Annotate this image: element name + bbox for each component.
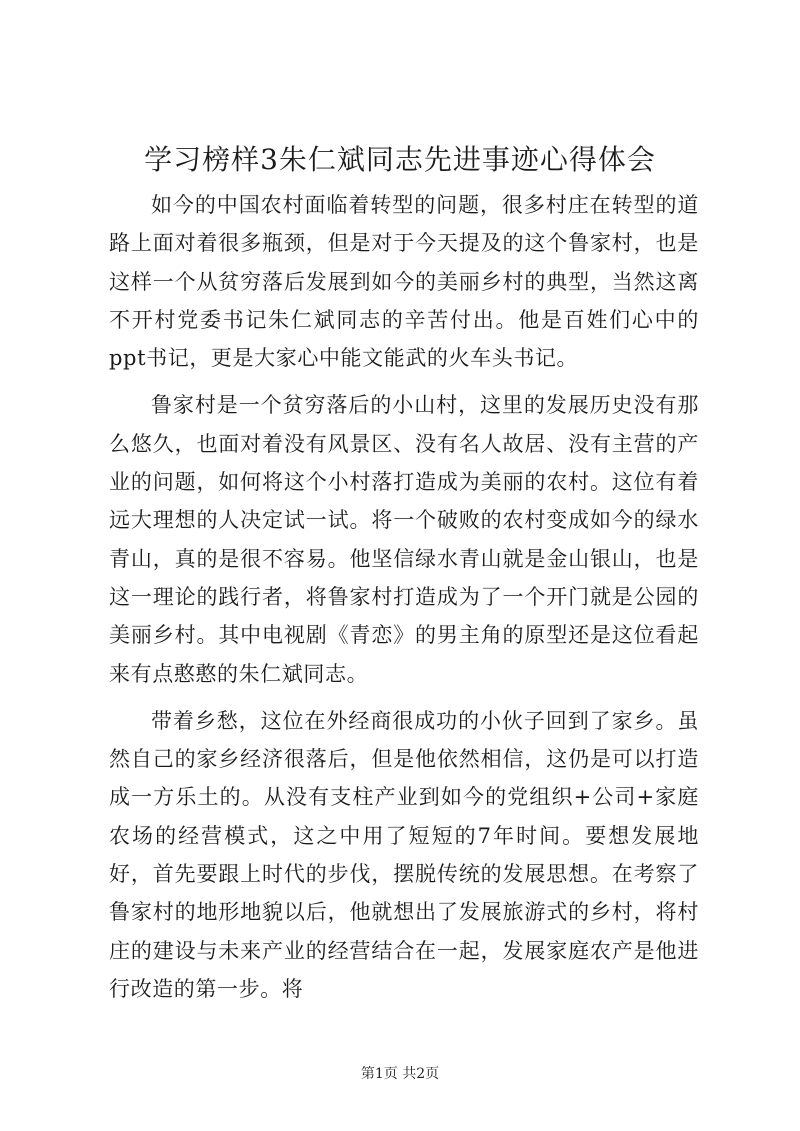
document-title: 学习榜样3朱仁斌同志先进事迹心得体会 (144, 143, 656, 176)
paragraph-3: 带着乡愁，这位在外经商很成功的小伙子回到了家乡。虽然自己的家乡经济很落后，但是他依然相信，这仍是可以打造成一方乐土的。从没有支柱产业到如今的党组织+公司+家庭农场的经营模式，这之中用了短短的7年时间。要想发展地好，首先要跟上时代的步伐，摆脱传统的发展思想。在考察了鲁家村的地形地貌以后，他就想出了发展旅游式的乡村，将村庄的建设与未来产业的经营结合在一起，发展家庭农产是他进行改造的第一步。将 (109, 708, 699, 1001)
document-body (109, 186, 699, 1017)
paragraph-1: 如今的中国农村面临着转型的问题，很多村庄在转型的道路上面对着很多瓶颈，但是对于今天提及的这个鲁家村，也是这样一个从贫穷落后发展到如今的美丽乡村的典型，当然这离不开村党委书记朱仁斌同志的辛苦付出。他是百姓们心中的ppt书记，更是大家心中能文能武的火车头书记。 (109, 193, 699, 371)
paragraph-2: 鲁家村是一个贫穷落后的小山村，这里的发展历史没有那么悠久，也面对着没有风景区、没有名人故居、没有主营的产业的问题，如何将这个小村落打造成为美丽的农村。这位有着远大理想的人决定试一试。将一个破败的农村变成如今的绿水青山，真的是很不容易。他坚信绿水青山就是金山银山，也是这一理论的践行者，将鲁家村打造成为了一个开门就是公园的美丽乡村。其中电视剧《青恋》的男主角的原型还是这位看起来有点憨憨的朱仁斌同志。 (109, 393, 699, 686)
page-number-footer: 第1页 共2页 (360, 1066, 440, 1082)
